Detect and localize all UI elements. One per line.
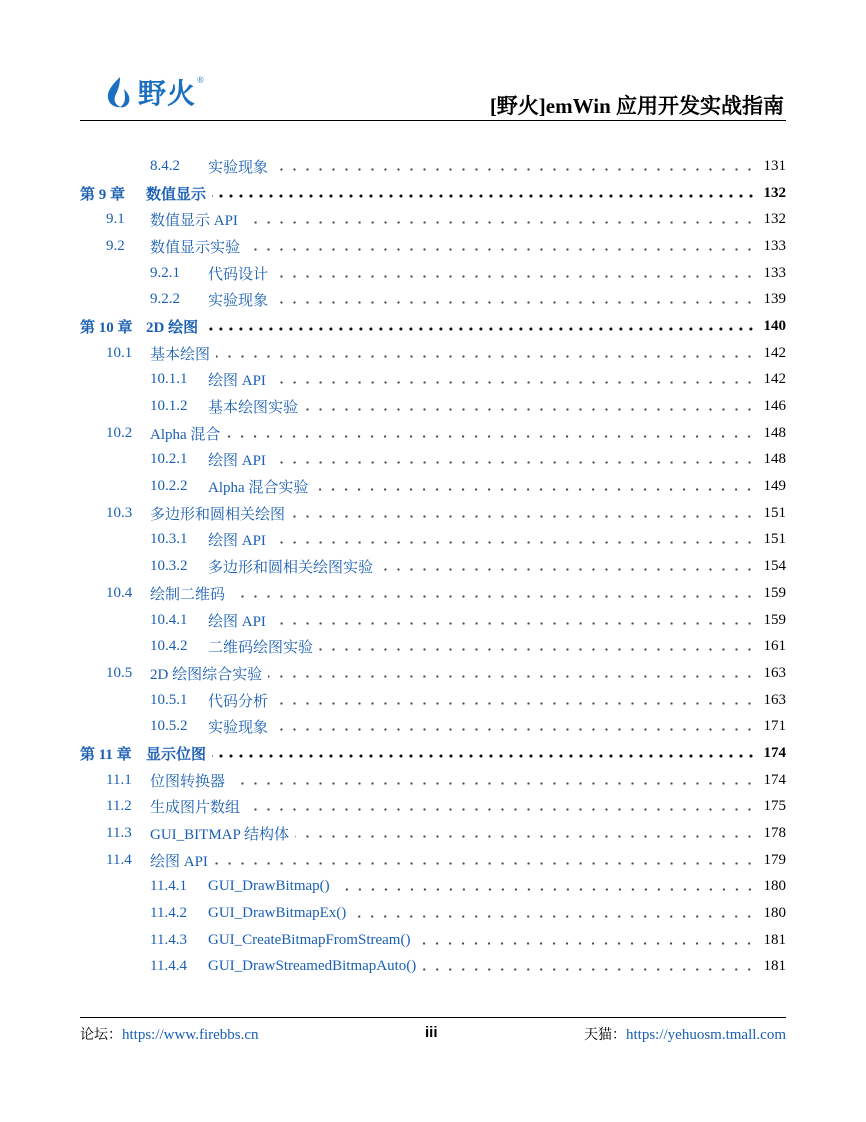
toc-leader-dots	[212, 194, 756, 198]
toc-section-entry[interactable]	[80, 500, 786, 527]
toc-page-number: 131	[763, 157, 786, 174]
page-number: iii	[425, 1024, 438, 1041]
toc-entry-number: 8.4.2	[150, 157, 180, 174]
toc-entry-title[interactable]: 实验现象	[208, 159, 269, 176]
toc-entry-number: 11.2	[106, 798, 132, 815]
toc-section-entry[interactable]	[80, 767, 786, 794]
toc-leader-dots	[212, 754, 756, 758]
toc-leader-dots	[214, 862, 756, 865]
toc-entry-title[interactable]: 生成图片数组	[150, 800, 241, 817]
toc-page-number: 159	[763, 611, 786, 628]
toc-entry-number: 10.2.2	[150, 478, 188, 495]
toc-leader-dots	[272, 541, 756, 544]
toc-subsection-entry[interactable]	[80, 553, 786, 580]
toc-entry-number: 11.4.2	[150, 905, 187, 922]
toc-subsection-entry[interactable]	[80, 153, 786, 180]
toc-entry-title[interactable]: 基本绘图	[150, 346, 211, 363]
toc-entry-title[interactable]: 2D 绘图	[146, 319, 199, 336]
toc-leader-dots	[272, 381, 756, 384]
toc-page-number: 174	[763, 771, 786, 788]
toc-entry-title[interactable]: 实验现象	[208, 720, 269, 737]
toc-entry-number: 10.1.2	[150, 398, 188, 415]
toc-entry-title[interactable]: Alpha 混合	[150, 426, 221, 443]
toc-section-entry[interactable]	[80, 233, 786, 260]
toc-chapter-entry[interactable]	[80, 313, 786, 340]
toc-entry-title[interactable]: GUI_CreateBitmapFromStream()	[208, 931, 411, 948]
toc-entry-number: 11.1	[106, 771, 132, 788]
toc-entry-title[interactable]: 多边形和圆相关绘图实验	[208, 560, 374, 577]
toc-page-number: 151	[763, 531, 786, 548]
toc-page-number: 161	[763, 638, 786, 655]
forum-label: 论坛：	[80, 1027, 122, 1043]
header-rule	[80, 120, 786, 121]
toc-entry-number: 10.5	[106, 664, 133, 681]
toc-subsection-entry[interactable]	[80, 393, 786, 420]
toc-leader-dots	[304, 408, 756, 411]
toc-page-number: 151	[763, 504, 786, 521]
forum-link-group	[80, 1024, 259, 1044]
toc-page-number: 140	[763, 317, 786, 334]
toc-page-number: 174	[763, 744, 786, 761]
shop-link[interactable]: https://yehuosm.tmall.com	[626, 1027, 786, 1043]
toc-entry-title[interactable]: 数值显示	[146, 186, 207, 203]
toc-entry-title[interactable]: GUI_DrawBitmapEx()	[208, 905, 347, 922]
toc-entry-title[interactable]: 绘制二维码	[150, 586, 226, 603]
toc-entry-title[interactable]: 数值显示实验	[150, 239, 241, 256]
toc-leader-dots	[272, 622, 756, 625]
toc-leader-dots	[268, 675, 756, 678]
toc-leader-dots	[314, 488, 756, 491]
toc-section-entry[interactable]	[80, 660, 786, 687]
toc-leader-dots	[246, 808, 756, 811]
toc-section-entry[interactable]	[80, 206, 786, 233]
toc-entry-number: 11.4.3	[150, 931, 187, 948]
toc-entry-number: 11.3	[106, 825, 132, 842]
flame-icon	[104, 75, 134, 109]
toc-entry-title[interactable]: 实验现象	[208, 293, 269, 310]
toc-entry-number: 10.5.2	[150, 718, 188, 735]
toc-entry-title[interactable]: 绘图 API	[150, 853, 208, 870]
toc-entry-number: 10.2.1	[150, 451, 188, 468]
toc-section-entry[interactable]	[80, 420, 786, 447]
toc-page-number: 154	[763, 558, 786, 575]
toc-entry-number: 10.3.1	[150, 531, 188, 548]
document-title: [野火]emWin 应用开发实战指南	[489, 94, 784, 118]
toc-entry-number: 10.5.1	[150, 691, 188, 708]
toc-subsection-entry[interactable]	[80, 633, 786, 660]
toc-section-entry[interactable]	[80, 340, 786, 367]
toc-entry-title[interactable]: 绘图 API	[208, 533, 266, 550]
toc-page-number: 181	[763, 931, 786, 948]
toc-leader-dots	[274, 728, 756, 731]
toc-entry-title[interactable]: GUI_DrawBitmap()	[208, 878, 330, 895]
toc-entry-number: 9.2.1	[150, 264, 180, 281]
toc-page-number: 139	[763, 291, 786, 308]
toc-page-number: 180	[763, 905, 786, 922]
toc-leader-dots	[416, 942, 756, 945]
toc-page-number: 146	[763, 398, 786, 415]
toc-entry-number: 10.3	[106, 504, 133, 521]
toc-leader-dots	[226, 435, 756, 438]
toc-page-number: 149	[763, 478, 786, 495]
toc-entry-number: 10.4.1	[150, 611, 188, 628]
toc-entry-number: 11.4.1	[150, 878, 187, 895]
toc-leader-dots	[291, 515, 756, 518]
toc-page-number: 133	[763, 237, 786, 254]
toc-page-number: 142	[763, 371, 786, 388]
toc-leader-dots	[244, 221, 756, 224]
toc-leader-dots	[319, 648, 756, 651]
shop-label: 天猫：	[584, 1027, 626, 1043]
toc-subsection-entry[interactable]	[80, 367, 786, 394]
toc-entry-title[interactable]: 2D 绘图综合实验	[150, 666, 263, 683]
toc-subsection-entry[interactable]	[80, 687, 786, 714]
toc-leader-dots	[274, 301, 756, 304]
toc-entry-title[interactable]: 基本绘图实验	[208, 400, 299, 417]
toc-page-number: 171	[763, 718, 786, 735]
toc-leader-dots	[379, 568, 756, 571]
toc-page-number: 132	[763, 184, 786, 201]
toc-entry-number: 10.4	[106, 584, 133, 601]
toc-leader-dots	[352, 915, 756, 918]
toc-leader-dots	[422, 968, 756, 971]
toc-entry-number: 10.2	[106, 424, 133, 441]
toc-subsection-entry[interactable]	[80, 900, 786, 927]
toc-subsection-entry[interactable]	[80, 927, 786, 954]
page-footer	[80, 1024, 786, 1044]
registered-mark: ®	[197, 75, 204, 85]
toc-subsection-entry[interactable]	[80, 713, 786, 740]
toc-chapter-entry[interactable]	[80, 740, 786, 767]
toc-entry-number: 10.1.1	[150, 371, 188, 388]
footer-rule	[80, 1017, 786, 1018]
toc-page-number: 163	[763, 691, 786, 708]
toc-entry-number: 11.4	[106, 851, 132, 868]
toc-page-number: 179	[763, 851, 786, 868]
toc-section-entry[interactable]	[80, 794, 786, 821]
toc-page-number: 180	[763, 878, 786, 895]
toc-entry-title[interactable]: 显示位图	[146, 746, 207, 763]
toc-leader-dots	[204, 327, 756, 331]
toc-entry-number: 第 10 章	[80, 319, 133, 336]
toc-leader-dots	[274, 168, 756, 171]
toc-subsection-entry[interactable]	[80, 874, 786, 901]
table-of-contents	[80, 153, 786, 980]
toc-page-number: 133	[763, 264, 786, 281]
toc-entry-title[interactable]: 代码分析	[208, 693, 269, 710]
toc-page-number: 142	[763, 344, 786, 361]
toc-page-number: 175	[763, 798, 786, 815]
brand-logo	[104, 72, 204, 112]
toc-subsection-entry[interactable]	[80, 527, 786, 554]
toc-leader-dots	[272, 461, 756, 464]
toc-entry-title[interactable]: 位图转换器	[150, 773, 226, 790]
toc-entry-number: 10.1	[106, 344, 133, 361]
toc-leader-dots	[216, 355, 756, 358]
toc-entry-number: 9.1	[106, 211, 125, 228]
toc-entry-title[interactable]: 绘图 API	[208, 453, 266, 470]
toc-page-number: 132	[763, 211, 786, 228]
toc-entry-number: 11.4.4	[150, 958, 187, 975]
toc-entry-number: 9.2.2	[150, 291, 180, 308]
toc-subsection-entry[interactable]	[80, 286, 786, 313]
toc-leader-dots	[274, 702, 756, 705]
toc-entry-number: 第 9 章	[80, 186, 126, 203]
toc-leader-dots	[231, 782, 756, 785]
toc-leader-dots	[336, 888, 756, 891]
toc-entry-title[interactable]: 绘图 API	[208, 613, 266, 630]
toc-entry-number: 10.3.2	[150, 558, 188, 575]
toc-subsection-entry[interactable]	[80, 954, 786, 981]
toc-page-number: 178	[763, 825, 786, 842]
toc-entry-title[interactable]: Alpha 混合实验	[208, 480, 309, 497]
toc-subsection-entry[interactable]	[80, 607, 786, 634]
toc-chapter-entry[interactable]	[80, 180, 786, 207]
toc-subsection-entry[interactable]	[80, 260, 786, 287]
logo-text: 野火	[138, 77, 197, 110]
toc-leader-dots	[295, 835, 756, 838]
toc-entry-title[interactable]: GUI_BITMAP 结构体	[150, 827, 290, 844]
toc-entry-title[interactable]: 绘图 API	[208, 373, 266, 390]
toc-page-number: 148	[763, 424, 786, 441]
toc-page-number: 181	[763, 958, 786, 975]
forum-link[interactable]: https://www.firebbs.cn	[122, 1027, 259, 1043]
toc-entry-title[interactable]: 数值显示 API	[150, 213, 238, 230]
toc-entry-number: 10.4.2	[150, 638, 188, 655]
toc-page-number: 159	[763, 584, 786, 601]
toc-leader-dots	[246, 248, 756, 251]
toc-entry-number: 第 11 章	[80, 746, 132, 763]
toc-page-number: 148	[763, 451, 786, 468]
toc-section-entry[interactable]	[80, 580, 786, 607]
toc-section-entry[interactable]	[80, 820, 786, 847]
toc-entry-title[interactable]: 二维码绘图实验	[208, 640, 314, 657]
toc-entry-number: 9.2	[106, 237, 125, 254]
toc-entry-title[interactable]: GUI_DrawStreamedBitmapAuto()	[208, 958, 417, 975]
toc-entry-title[interactable]: 多边形和圆相关绘图	[150, 506, 286, 523]
toc-entry-title[interactable]: 代码设计	[208, 266, 269, 283]
toc-subsection-entry[interactable]	[80, 473, 786, 500]
toc-leader-dots	[274, 275, 756, 278]
shop-link-group	[584, 1024, 786, 1044]
toc-leader-dots	[231, 595, 756, 598]
toc-subsection-entry[interactable]	[80, 447, 786, 474]
toc-section-entry[interactable]	[80, 847, 786, 874]
toc-page-number: 163	[763, 664, 786, 681]
